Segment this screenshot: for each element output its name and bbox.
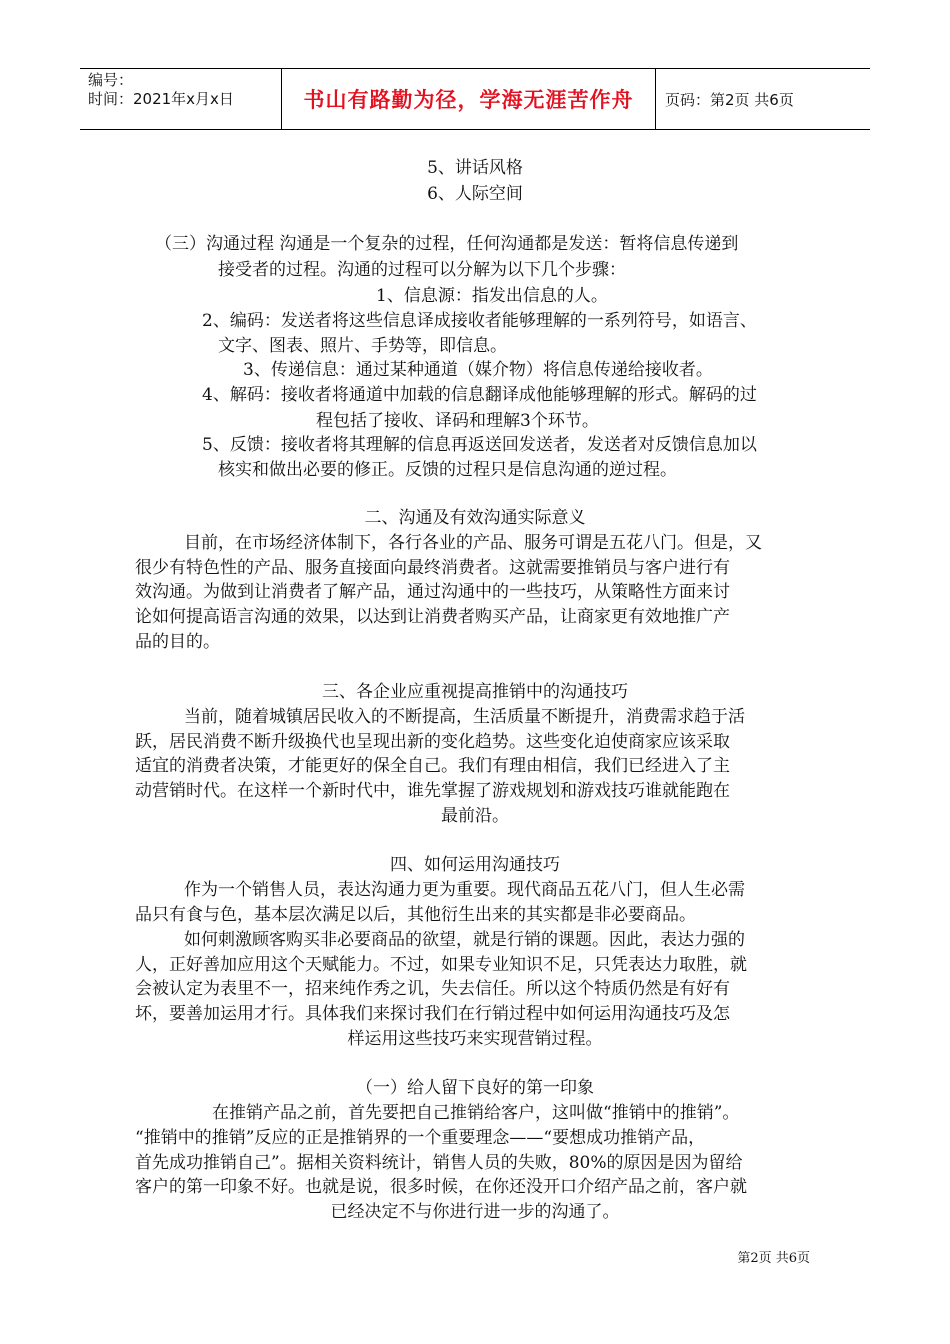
list-item: 2、编码：发送者将这些信息译成接收者能够理解的一系列符号，如语言、: [202, 311, 757, 331]
paragraph-line: 接受者的过程。沟通的过程可以分解为以下几个步骤：: [218, 260, 626, 280]
paragraph-line: 核实和做出必要的修正。反馈的过程只是信息沟通的逆过程。: [218, 460, 677, 480]
section-heading: 二、沟通及有效沟通实际意义: [364, 508, 586, 528]
paragraph-line: 品的目的。: [135, 632, 220, 652]
section-heading: （三）沟通过程 沟通是一个复杂的过程，任何沟通都是发送：暂将信息传递到: [155, 234, 739, 254]
paragraph-line: 文字、图表、照片、手势等，即信息。: [218, 336, 507, 356]
paragraph-line: 动营销时代。在这样一个新时代中，谁先掌握了游戏规划和游戏技巧谁就能跑在: [135, 781, 730, 801]
header-page-info: 页码：第2页 共6页: [665, 90, 794, 109]
paragraph-line: “推销中的推销”反应的正是推销界的一个重要理念——“要想成功推销产品，: [135, 1128, 706, 1148]
paragraph-line: 效沟通。为做到让消费者了解产品，通过沟通中的一些技巧，从策略性方面来讨: [135, 582, 730, 602]
paragraph-line: 首先成功推销自己”。据相关资料统计，销售人员的失败，80%的原因是因为留给: [135, 1153, 743, 1173]
header-meta: [88, 71, 283, 109]
paragraph-line: 跃，居民消费不断升级换代也呈现出新的变化趋势。这些变化迫使商家应该采取: [135, 732, 730, 752]
header-motto: 书山有路勤为径，学海无涯苦作舟: [281, 69, 656, 129]
paragraph-line: 坏，要善加运用才行。具体我们来探讨我们在行销过程中如何运用沟通技巧及怎: [135, 1004, 730, 1024]
list-item: 5、反馈：接收者将其理解的信息再返送回发送者，发送者对反馈信息加以: [202, 435, 757, 455]
paragraph-line: 会被认定为表里不一，招来纯作秀之讥，失去信任。所以这个特质仍然是有好有: [135, 979, 730, 999]
document-number-label: 编号：: [88, 71, 134, 89]
page-header: [80, 68, 870, 130]
list-item: 3、传递信息：通过某种通道（媒介物）将信息传递给接收者。: [243, 360, 713, 380]
paragraph-line: 如何刺激顾客购买非必要商品的欲望，就是行销的课题。因此，表达力强的: [184, 930, 745, 950]
section-heading: 三、各企业应重视提高推销中的沟通技巧: [322, 682, 628, 702]
paragraph-line: 品只有食与色，基本层次满足以后，其他衍生出来的其实都是非必要商品。: [135, 905, 696, 925]
paragraph-line: 客户的第一印象不好。也就是说，很多时候，在你还没开口介绍产品之前，客户就: [135, 1177, 747, 1197]
document-date: 时间：2021年x月x日: [88, 90, 234, 108]
paragraph-line: 很少有特色性的产品、服务直接面向最终消费者。这就需要推销员与客户进行有: [135, 558, 730, 578]
paragraph-line: 适宜的消费者决策，才能更好的保全自己。我们有理由相信，我们已经进入了主: [135, 756, 730, 776]
paragraph-line: 作为一个销售人员，表达沟通力更为重要。现代商品五花八门，但人生必需: [184, 880, 745, 900]
list-item: 1、信息源：指发出信息的人。: [376, 286, 608, 306]
paragraph-line: 程包括了接收、译码和理解3个环节。: [316, 411, 599, 431]
section-heading: （一）给人留下良好的第一印象: [356, 1078, 594, 1098]
page-footer: 第2页 共6页: [737, 1251, 810, 1266]
paragraph-line: 当前，随着城镇居民收入的不断提高，生活质量不断提升，消费需求趋于活: [184, 707, 745, 727]
paragraph-line: 人，正好善加应用这个天赋能力。不过，如果专业知识不足，只凭表达力取胜，就: [135, 955, 747, 975]
list-item: 6、人际空间: [427, 184, 523, 204]
paragraph-line: 已经决定不与你进行进一步的沟通了。: [330, 1202, 620, 1222]
list-item: 4、解码：接收者将通道中加载的信息翻译成他能够理解的形式。解码的过: [202, 385, 757, 405]
paragraph-line: 最前沿。: [441, 806, 509, 826]
paragraph-line: 目前，在市场经济体制下，各行各业的产品、服务可谓是五花八门。但是，又: [184, 533, 762, 553]
paragraph-line: 论如何提高语言沟通的效果，以达到让消费者购买产品，让商家更有效地推广产: [135, 607, 730, 627]
list-item: 5、讲话风格: [427, 158, 523, 178]
section-heading: 四、如何运用沟通技巧: [390, 855, 560, 875]
paragraph-line: 样运用这些技巧来实现营销过程。: [347, 1029, 603, 1049]
paragraph-line: 在推销产品之前，首先要把自己推销给客户，这叫做“推销中的推销”。: [212, 1103, 740, 1123]
